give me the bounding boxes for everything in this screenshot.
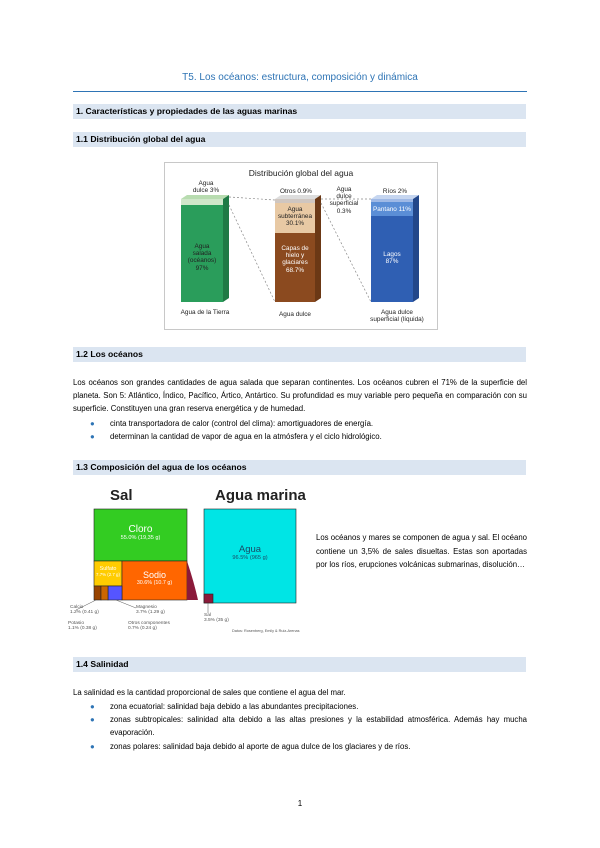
note-line4: 0.3% [336,207,352,215]
potasio-value: 1.1% (0.38 g) [68,626,97,632]
glacier-line4: 68.7% [285,266,305,274]
col2-groundwater-label [275,206,315,228]
col3-bottom-line2: superficial (líquida) [370,316,424,324]
salt-composition-blocks [66,487,310,637]
calcio-caption [70,605,99,615]
sulfato-name: Sulfato [99,566,117,572]
bullet-icon: ● [90,702,95,711]
otros-value: 0.7% (0.24 g) [128,626,157,632]
sodio-name: Sodio [142,570,167,580]
salt-composition-figure [66,487,310,637]
lakes-line1: Lagos [383,251,401,258]
ground-line2: subterránea [277,213,313,221]
agua-name: Agua [238,544,262,555]
calcio-name: Calcio [70,605,84,610]
connector-2b [321,203,371,302]
ground-line3: 30.1% [285,220,305,228]
bullet-icon: ● [90,432,95,442]
magnesio-caption [136,605,165,615]
cloro-label [94,524,187,541]
sal-caption [204,613,229,623]
glacier-line3: glaciares [282,259,308,267]
col1-bottom-label: Agua de la Tierra [180,309,230,316]
list-item [73,713,527,739]
col3-bottom-line1: Agua dulce [381,309,413,316]
col1-top-face [181,195,229,199]
sal-value: 3.5% (35 g) [204,618,229,624]
col3-swamp-label: Pantano 11% [373,206,411,213]
section-heading-1-4: 1.4 Salinidad [73,657,526,672]
potasio-block [101,586,108,600]
cloro-name: Cloro [128,524,153,535]
salinidad-paragraph: La salinidad es la cantidad proporcional de sales que contiene el agua del mar. [73,688,346,697]
col1-side-face [223,195,229,302]
salt-line3: (océanos) [187,257,217,265]
col2-bottom-label: Agua dulce [279,311,311,318]
title-rule [73,91,527,92]
bullet-icon: ● [90,741,95,751]
seawater-title: Agua marina [215,487,306,504]
salt-funnel [187,561,198,600]
note-line3: superficial [329,200,359,208]
col1-top-label-line2: dulce 3% [192,187,220,195]
water-distribution-figure [164,162,438,330]
glacier-line1: Capas de [281,245,309,252]
magnesio-name: Magnesio [136,605,157,610]
list-item [73,430,527,443]
document-title: T5. Los océanos: estructura, composición y dinámica [182,72,418,83]
section-heading-1: 1. Características y propiedades de las aguas marinas [73,104,526,119]
col3-top-face [371,195,419,199]
list-item [73,700,527,713]
list-item-text: determinan la cantidad de vapor de agua en la atmósfera y el ciclo hidrológico. [110,432,382,442]
page-number: 1 [297,799,303,808]
sal-block [204,594,213,603]
otros-caption [128,621,170,631]
salt-line4: 97% [195,264,209,272]
section-heading-1-3: 1.3 Composición del agua de los océanos [73,460,526,475]
col2-side-face [315,195,321,302]
composicion-paragraph: Los océanos y mares se componen de agua y sal. El océano contiene un 3,5% de sales disueltas. Estas son aportadas por los ríos, erupciones volcánicas submarinas, disolución… [316,533,527,570]
agua-label [204,544,296,561]
oceanos-paragraph: Los océanos son grandes cantidades de agua salada que separan continentes. Los océanos cubren el 71% de la superficie del planeta. Son 5: Atlántico, Índico, Pacífico, Ártico, Antártico. Su profundidad es muy variable pero pequeña en comparación con su superficie. Constituyen una gran reserva energética y de humedad. [73,378,527,414]
section-heading-1-1: 1.1 Distribución global del agua [73,132,526,147]
oceanos-bullet-list [73,417,527,443]
sulfato-label [94,566,122,577]
col3-rivers-segment [371,199,413,202]
figure-title: Distribución global del agua [248,168,354,178]
bullet-icon: ● [90,715,95,725]
potasio-name: Potasio [68,621,84,626]
connector-1b [229,205,275,302]
ground-line1: Agua [287,206,303,213]
col3-top-label: Ríos 2% [382,188,408,195]
potasio-caption [68,621,97,631]
figure-credit: Datos: Rosenberg, Emily & Ruiz-Arenas [232,629,300,633]
list-item-text: zona ecuatorial: salinidad baja debido a las abundantes precipitaciones. [110,702,359,711]
connector-1a [229,197,275,200]
list-item [73,417,527,430]
otros-name: Otros componentes [128,621,170,626]
lakes-line2: 87% [385,258,399,266]
section-heading-1-2: 1.2 Los océanos [73,347,526,362]
glacier-line2: hielo y [285,252,305,260]
sal-name: Sal [204,613,211,618]
sodio-label [122,570,187,586]
agua-value: 96.5% (965 g) [232,555,268,561]
col3-lakes-label [371,251,413,265]
calcio-block [94,586,101,600]
col1-top-label-line1: Agua [198,180,214,187]
list-item-text: zonas polares: salinidad baja debido al aporte de agua dulce de los glaciares y de ríos. [110,741,411,751]
col1-freshwater-segment [181,199,223,205]
salinidad-bullet-list [73,700,527,753]
note-line2: dulce [336,193,352,201]
magnesio-value: 3.7% (1.29 g) [136,610,165,616]
col2-other-segment [275,199,315,203]
col2-top-label: Otros 0.9% [280,188,312,195]
note-line1: Agua [336,186,352,193]
sodio-value: 30.6% (10.7 g) [136,580,173,586]
list-item [73,740,527,753]
col1-saltwater-label [181,243,223,272]
magnesio-block [108,586,122,600]
col2-glacier-label [275,245,315,274]
cloro-value: 55.0% (19,35 g) [120,535,161,541]
calcio-value: 1.2% (0.41 g) [70,610,99,616]
sulfato-value: 7.7% (2.7 g) [96,572,120,577]
list-item-text: zonas subtropicales: salinidad alta debido a las altas presiones y la estabilidad atmosférica. Además hay mucha evaporación. [110,715,527,738]
label-leader-magnesio [116,600,136,608]
col2-top-face [275,195,321,199]
list-item-text: cinta transportadora de calor (control del clima): amortiguadores de energía. [110,419,374,428]
salt-line1: Agua [194,243,210,250]
bullet-icon: ● [90,419,95,428]
salt-title: Sal [110,487,133,504]
salt-line2: salada [192,250,212,258]
